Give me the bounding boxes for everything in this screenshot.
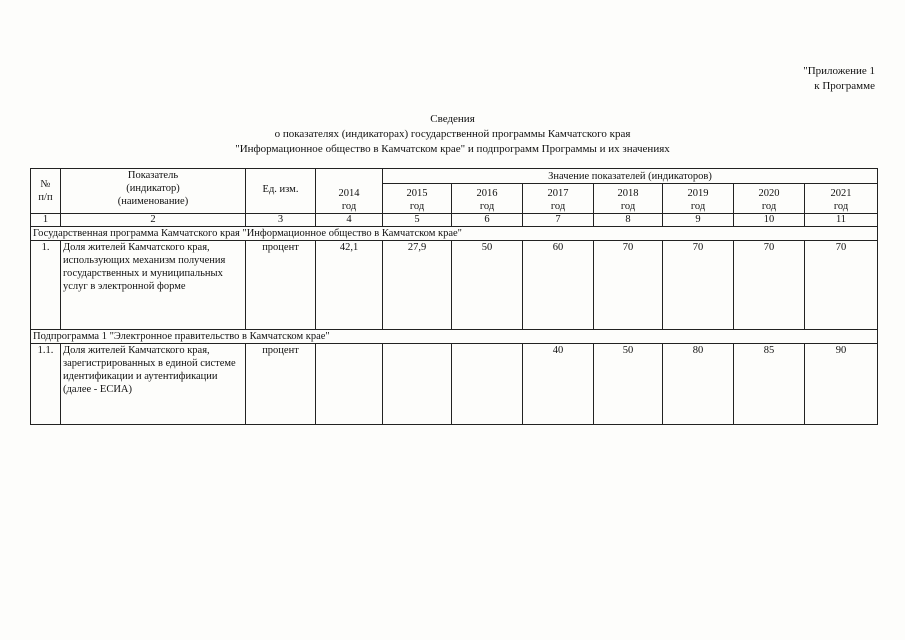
row-value-2020: 85 — [734, 344, 805, 425]
header-num: № п/п — [31, 169, 61, 214]
table-row — [31, 344, 878, 425]
column-number: 11 — [805, 214, 878, 227]
appendix-line2: к Программе — [814, 80, 875, 92]
indicators-table — [30, 168, 878, 425]
row-value-2017: 60 — [523, 241, 594, 330]
header-year-2019: 2019 год — [663, 184, 734, 214]
row-num: 1. — [31, 241, 61, 330]
table-row — [31, 241, 878, 330]
title-line1: Сведения — [430, 113, 475, 125]
column-number: 2 — [61, 214, 246, 227]
title-line2: о показателях (индикаторах) государственной программы Камчатского края — [274, 128, 631, 140]
row-indicator: Доля жителей Камчатского края, зарегистрированных в единой системе идентификации и аутентификации (далее - ЕСИА) — [61, 344, 246, 425]
row-num: 1.1. — [31, 344, 61, 425]
column-number: 8 — [594, 214, 663, 227]
row-value-2016 — [452, 344, 523, 425]
row-unit: процент — [246, 241, 316, 330]
header-values-group: Значение показателей (индикаторов) — [383, 169, 878, 184]
column-number: 4 — [316, 214, 383, 227]
document-title — [30, 112, 875, 157]
row-value-2015: 27,9 — [383, 241, 452, 330]
column-number: 1 — [31, 214, 61, 227]
header-indicator: Показатель (индикатор) (наименование) — [61, 169, 246, 214]
row-value-2014: 42,1 — [316, 241, 383, 330]
section-row — [31, 227, 878, 241]
column-numbers-row — [31, 214, 878, 227]
row-value-2014 — [316, 344, 383, 425]
appendix-note — [803, 64, 875, 94]
row-value-2021: 70 — [805, 241, 878, 330]
row-value-2021: 90 — [805, 344, 878, 425]
header-year-2016: 2016 год — [452, 184, 523, 214]
header-year-2018: 2018 год — [594, 184, 663, 214]
column-number: 7 — [523, 214, 594, 227]
column-number: 9 — [663, 214, 734, 227]
section-title-program: Государственная программа Камчатского края "Информационное общество в Камчатском крае" — [31, 227, 878, 241]
row-unit: процент — [246, 344, 316, 425]
row-value-2019: 70 — [663, 241, 734, 330]
header-year-2014: 2014 год — [316, 169, 383, 214]
column-number: 3 — [246, 214, 316, 227]
row-value-2019: 80 — [663, 344, 734, 425]
section-row — [31, 330, 878, 344]
row-value-2020: 70 — [734, 241, 805, 330]
header-year-2015: 2015 год — [383, 184, 452, 214]
title-line3: "Информационное общество в Камчатском крае" и подпрограмм Программы и их значениях — [235, 143, 670, 155]
header-year-2020: 2020 год — [734, 184, 805, 214]
section-title-subprogram: Подпрограмма 1 "Электронное правительство в Камчатском крае" — [31, 330, 878, 344]
header-year-2017: 2017 год — [523, 184, 594, 214]
row-value-2016: 50 — [452, 241, 523, 330]
column-number: 10 — [734, 214, 805, 227]
row-value-2018: 70 — [594, 241, 663, 330]
row-value-2017: 40 — [523, 344, 594, 425]
header-year-2021: 2021 год — [805, 184, 878, 214]
row-value-2015 — [383, 344, 452, 425]
row-value-2018: 50 — [594, 344, 663, 425]
appendix-line1: "Приложение 1 — [803, 65, 875, 77]
row-indicator: Доля жителей Камчатского края, использующих механизм получения государственных и муниципальных услуг в электронной форме — [61, 241, 246, 330]
column-number: 5 — [383, 214, 452, 227]
column-number: 6 — [452, 214, 523, 227]
header-unit: Ед. изм. — [246, 169, 316, 214]
